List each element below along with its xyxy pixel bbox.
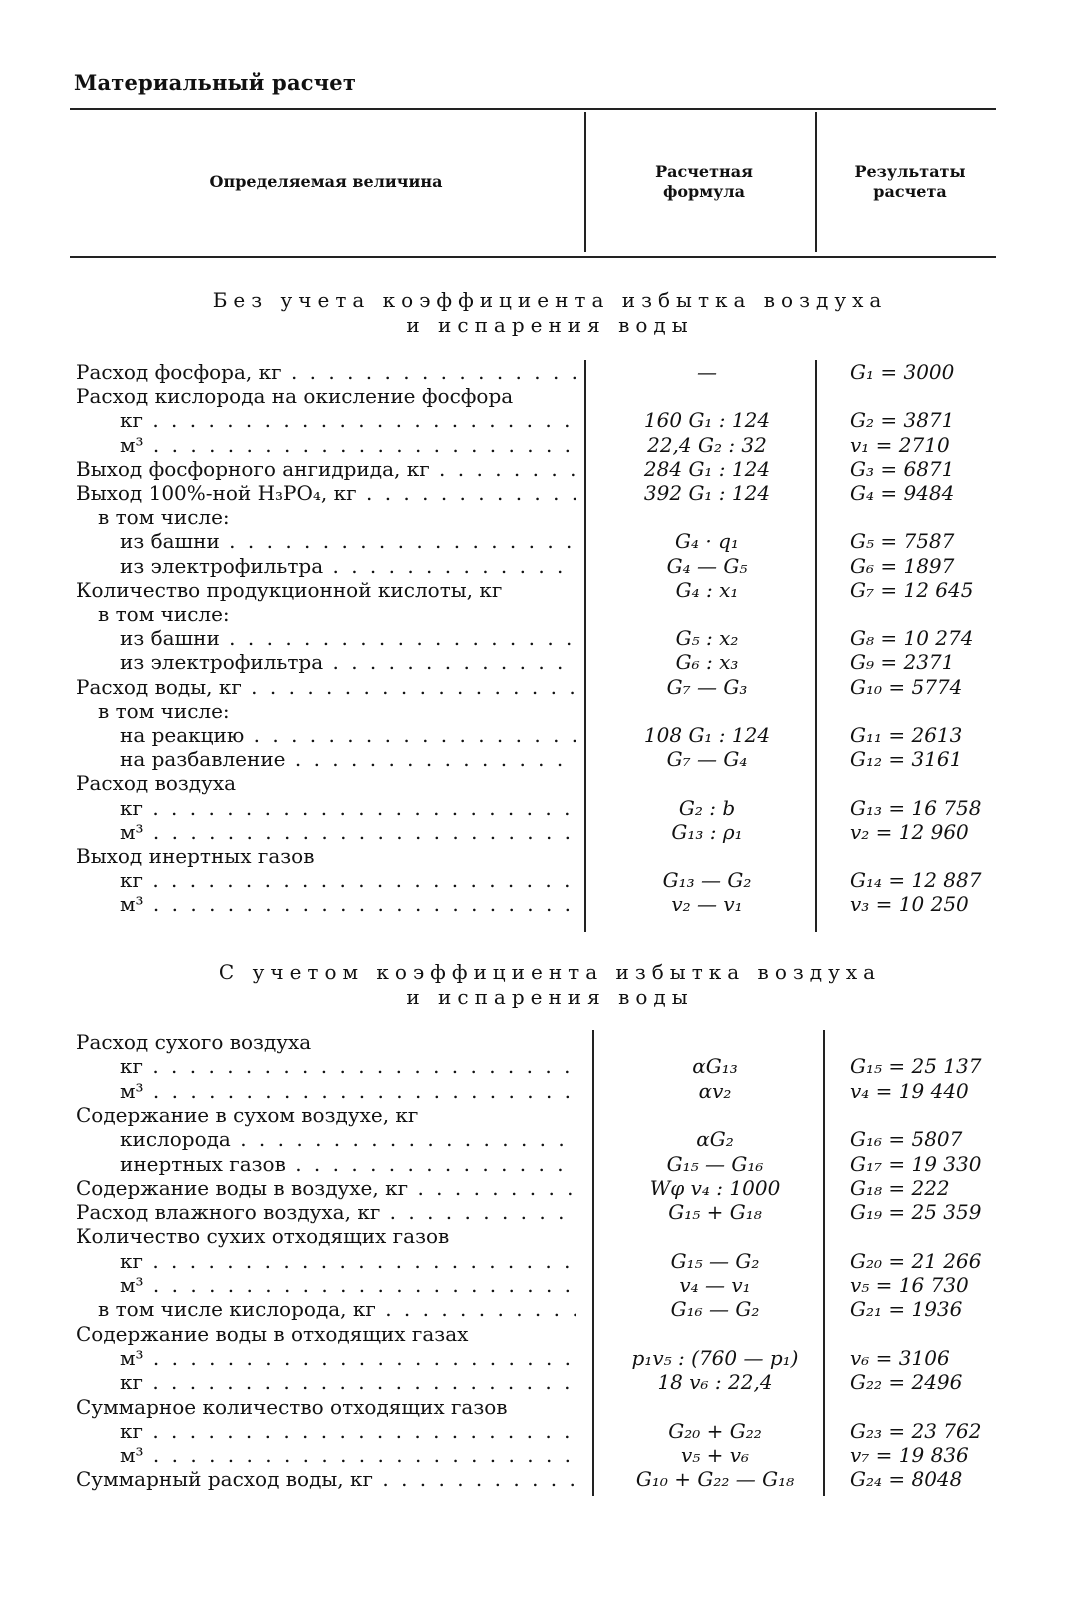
row-formula: Wφ v₄ : 1000 bbox=[649, 1175, 781, 1200]
row-label: в том числе: bbox=[98, 602, 230, 626]
row-label: м³ . . . bbox=[76, 1346, 576, 1370]
row-result: v₁ = 2710 bbox=[850, 432, 950, 457]
row-formula: G₂ : b bbox=[678, 795, 736, 820]
table-row bbox=[0, 723, 1090, 747]
row-result: G₂₀ = 21 266 bbox=[850, 1248, 982, 1273]
table-row bbox=[0, 1346, 1090, 1370]
row-label: Суммарный расход воды, кг . . . bbox=[76, 1467, 576, 1491]
row-label: кг . . . bbox=[76, 868, 576, 892]
row-label: Суммарное количество отходящих газов bbox=[76, 1394, 508, 1419]
table-top-rule bbox=[70, 108, 996, 110]
table-row bbox=[0, 1079, 1090, 1103]
section1-title-line1: Без учета коэффициента избытка воздуха bbox=[212, 288, 888, 312]
table-row bbox=[0, 868, 1090, 892]
section1-title-line2: и испарения воды bbox=[406, 313, 694, 337]
table-row bbox=[0, 384, 1090, 408]
row-label: в том числе: bbox=[98, 698, 230, 723]
row-result: G₁₆ = 5807 bbox=[850, 1127, 963, 1152]
row-label: Расход влажного воздуха, кг . . . bbox=[76, 1200, 576, 1224]
row-result: G₂₃ = 23 762 bbox=[850, 1418, 982, 1443]
row-label: кг . . . bbox=[76, 408, 576, 432]
row-label: Выход фосфорного ангидрида, кг . . . bbox=[76, 457, 576, 481]
table-row bbox=[0, 529, 1090, 553]
row-result: G₅ = 7587 bbox=[850, 529, 955, 554]
row-formula: G₁₅ — G₁₆ bbox=[666, 1151, 764, 1176]
row-result: G₇ = 12 645 bbox=[850, 577, 974, 602]
table-row bbox=[0, 1297, 1090, 1321]
table-row bbox=[0, 747, 1090, 771]
row-formula: 284 G₁ : 124 bbox=[643, 456, 771, 481]
header-divider-2 bbox=[815, 112, 817, 252]
table-row bbox=[0, 1467, 1090, 1491]
row-result: G₁₅ = 25 137 bbox=[850, 1054, 982, 1079]
row-formula: αG₁₃ bbox=[692, 1054, 738, 1079]
row-label: кг . . . bbox=[76, 1054, 576, 1078]
row-result: G₁₉ = 25 359 bbox=[850, 1200, 982, 1225]
row-result: G₈ = 10 274 bbox=[850, 626, 974, 651]
row-formula: G₁₅ — G₂ bbox=[670, 1248, 760, 1273]
table-row bbox=[0, 1127, 1090, 1151]
table-row bbox=[0, 602, 1090, 626]
table-row bbox=[0, 1419, 1090, 1443]
row-formula: v₄ — v₁ bbox=[679, 1273, 751, 1297]
row-result: G₁₁ = 2613 bbox=[850, 723, 963, 747]
table-row bbox=[0, 1030, 1090, 1054]
row-result: G₂ = 3871 bbox=[850, 408, 955, 433]
row-label: кг . . . bbox=[76, 1419, 576, 1443]
table-row bbox=[0, 1273, 1090, 1297]
row-result: G₁₀ = 5774 bbox=[850, 674, 963, 699]
row-formula: G₂₀ + G₂₂ bbox=[668, 1418, 762, 1443]
table-row bbox=[0, 457, 1090, 481]
row-label: в том числе: bbox=[98, 505, 230, 530]
row-formula: G₁₅ + G₁₈ bbox=[668, 1200, 762, 1225]
table-row bbox=[0, 578, 1090, 602]
row-formula: — bbox=[697, 360, 717, 384]
table-row bbox=[0, 1103, 1090, 1127]
row-label: кислорода . . . bbox=[76, 1127, 576, 1151]
row-label: Выход инертных газов bbox=[76, 844, 315, 868]
row-formula: G₄ : x₁ bbox=[675, 577, 739, 602]
row-result: G₁ = 3000 bbox=[850, 360, 955, 384]
column-header-formula: Расчетная формула bbox=[655, 162, 753, 201]
row-label: м³ . . . bbox=[76, 1443, 576, 1467]
row-result: v₅ = 16 730 bbox=[850, 1273, 969, 1297]
table-row bbox=[0, 1224, 1090, 1248]
row-result: G₂₁ = 1936 bbox=[850, 1297, 963, 1322]
row-result: G₆ = 1897 bbox=[850, 553, 955, 578]
row-label: м³ . . . bbox=[76, 820, 576, 844]
row-label: м³ . . . bbox=[76, 892, 576, 916]
table-row bbox=[0, 699, 1090, 723]
column-header-quantity: Определяемая величина bbox=[209, 172, 443, 191]
row-formula: G₁₀ + G₂₂ — G₁₈ bbox=[635, 1467, 795, 1492]
table-header-rule bbox=[70, 256, 996, 258]
table-row bbox=[0, 1443, 1090, 1467]
row-formula: G₁₃ — G₂ bbox=[662, 868, 752, 893]
table-row bbox=[0, 796, 1090, 820]
table-row bbox=[0, 1200, 1090, 1224]
table-row bbox=[0, 844, 1090, 868]
row-label: Количество продукционной кислоты, кг bbox=[76, 577, 503, 602]
row-result: G₂₂ = 2496 bbox=[850, 1370, 963, 1395]
page-heading: Материальный расчет bbox=[74, 70, 357, 95]
row-formula: αv₂ bbox=[698, 1078, 732, 1103]
row-label: Расход кислорода на окисление фосфора bbox=[76, 384, 514, 409]
row-result: G₁₂ = 3161 bbox=[850, 747, 963, 772]
row-formula: G₁₆ — G₂ bbox=[670, 1297, 760, 1322]
row-label: на разбавление . . . bbox=[76, 747, 576, 771]
row-formula: G₇ — G₃ bbox=[666, 674, 748, 699]
table-row bbox=[0, 1152, 1090, 1176]
row-label: Содержание в сухом воздухе, кг bbox=[76, 1102, 419, 1127]
table-row bbox=[0, 626, 1090, 650]
row-formula: p₁v₅ : (760 — p₁) bbox=[631, 1345, 799, 1370]
table-row bbox=[0, 1176, 1090, 1200]
row-label: Содержание воды в отходящих газах bbox=[76, 1321, 469, 1346]
row-label: Выход 100%-ной H₃PO₄, кг . . . bbox=[76, 481, 576, 505]
row-formula: v₅ + v₆ bbox=[680, 1443, 750, 1468]
row-formula: 18 v₆ : 22,4 bbox=[657, 1370, 773, 1395]
table-row bbox=[0, 1249, 1090, 1273]
row-formula: G₅ : x₂ bbox=[675, 626, 739, 651]
row-result: G₃ = 6871 bbox=[850, 456, 955, 481]
row-formula: G₄ · q₁ bbox=[675, 529, 739, 554]
row-result: G₁₇ = 19 330 bbox=[850, 1151, 982, 1176]
row-label: в том числе кислорода, кг . . . bbox=[76, 1297, 576, 1321]
row-result: G₁₈ = 222 bbox=[850, 1175, 950, 1200]
table-row bbox=[0, 408, 1090, 432]
row-label: из башни . . . bbox=[76, 626, 576, 650]
row-result: v₂ = 12 960 bbox=[850, 819, 969, 844]
row-label: кг . . . bbox=[76, 1249, 576, 1273]
row-label: Расход воздуха bbox=[76, 771, 237, 796]
row-label: Расход фосфора, кг . . . bbox=[76, 360, 576, 384]
table-row bbox=[0, 1395, 1090, 1419]
row-formula: G₇ — G₄ bbox=[666, 747, 748, 772]
row-formula: 160 G₁ : 124 bbox=[643, 408, 771, 433]
table-row bbox=[0, 820, 1090, 844]
table-row bbox=[0, 771, 1090, 795]
row-formula: 108 G₁ : 124 bbox=[643, 723, 771, 747]
row-formula: αG₂ bbox=[696, 1127, 734, 1152]
row-result: v₃ = 10 250 bbox=[850, 892, 969, 917]
section2-title-line2: и испарения воды bbox=[406, 985, 694, 1009]
row-label: кг . . . bbox=[76, 1370, 576, 1394]
row-label: м³ . . . bbox=[76, 1079, 576, 1103]
row-label: инертных газов . . . bbox=[76, 1152, 576, 1176]
column-header-result: Результаты расчета bbox=[854, 162, 966, 201]
row-result: v₆ = 3106 bbox=[850, 1345, 950, 1370]
table-row bbox=[0, 360, 1090, 384]
row-label: из электрофильтра . . . bbox=[76, 650, 576, 674]
table-row bbox=[0, 1054, 1090, 1078]
table-row bbox=[0, 433, 1090, 457]
table-row bbox=[0, 481, 1090, 505]
row-result: G₁₃ = 16 758 bbox=[850, 795, 982, 820]
row-label: м³ . . . bbox=[76, 1273, 576, 1297]
row-result: v₄ = 19 440 bbox=[850, 1078, 969, 1103]
row-formula: G₁₃ : ρ₁ bbox=[671, 819, 743, 844]
row-result: G₂₄ = 8048 bbox=[850, 1467, 963, 1492]
row-formula: G₆ : x₃ bbox=[675, 650, 739, 675]
row-label: из башни . . . bbox=[76, 529, 576, 553]
row-formula: G₄ — G₅ bbox=[666, 553, 748, 578]
row-label: Количество сухих отходящих газов bbox=[76, 1224, 450, 1249]
table-row bbox=[0, 675, 1090, 699]
table-row bbox=[0, 505, 1090, 529]
row-label: Расход сухого воздуха bbox=[76, 1030, 312, 1054]
row-result: G₉ = 2371 bbox=[850, 650, 955, 675]
table-row bbox=[0, 554, 1090, 578]
table-row bbox=[0, 650, 1090, 674]
row-result: G₄ = 9484 bbox=[850, 481, 955, 505]
row-label: из электрофильтра . . . bbox=[76, 554, 576, 578]
row-formula: 392 G₁ : 124 bbox=[643, 481, 771, 505]
row-label: м³ . . . bbox=[76, 433, 576, 457]
row-label: кг . . . bbox=[76, 796, 576, 820]
header-divider-1 bbox=[584, 112, 586, 252]
row-formula: 22,4 G₂ : 32 bbox=[647, 432, 767, 457]
row-label: Расход воды, кг . . . bbox=[76, 675, 576, 699]
table-row bbox=[0, 1370, 1090, 1394]
table-row bbox=[0, 1322, 1090, 1346]
table-row bbox=[0, 892, 1090, 916]
row-label: Содержание воды в воздухе, кг . . . bbox=[76, 1176, 576, 1200]
row-result: v₇ = 19 836 bbox=[850, 1443, 969, 1468]
section2-title-line1: С учетом коэффициента избытка воздуха bbox=[218, 960, 882, 984]
row-formula: v₂ — v₁ bbox=[671, 892, 743, 917]
row-label: на реакцию . . . bbox=[76, 723, 576, 747]
row-result: G₁₄ = 12 887 bbox=[850, 868, 982, 893]
